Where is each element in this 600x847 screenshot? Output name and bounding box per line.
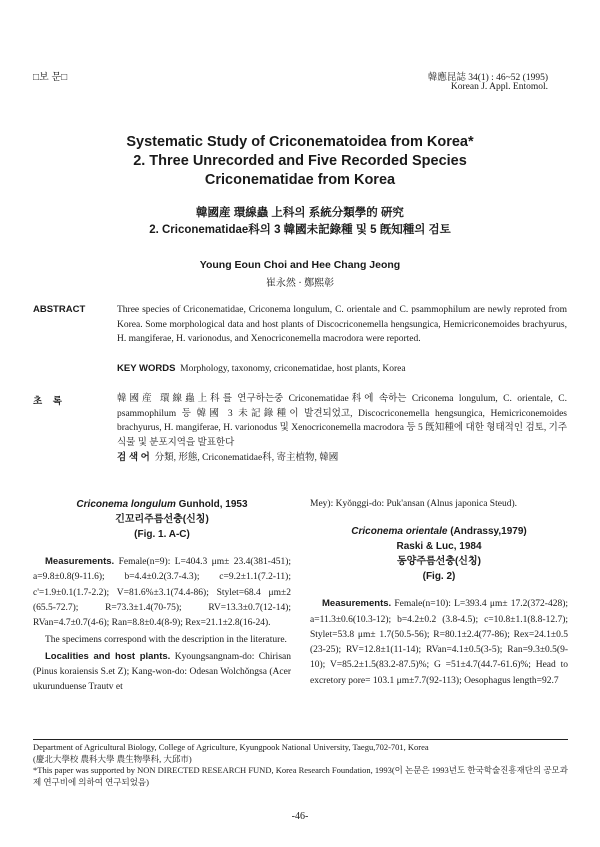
species-name: Criconema longulum xyxy=(76,499,176,510)
authors-kr: 崔永然 · 鄭熙彰 xyxy=(265,278,335,289)
title-kr-line-1: 韓國産 環線蟲 上科의 系統分類學的 硏究 xyxy=(196,207,404,219)
authors: Young Eoun Choi and Hee Chang Jeong xyxy=(199,259,401,271)
localities-text: Kyoungsangnam-do: Chirisan (Pinus koraiensis S.et Z); Kang-won-do: Odesan Wolchŏngsa (Acer ukurunduense Trautv et xyxy=(33,651,291,693)
localities-paragraph xyxy=(33,649,291,696)
species-author: (Andrassy,1979) xyxy=(450,526,527,538)
title-kr-line-2: 2. Criconematidae科의 3 韓國未記錄種 및 5 旣知種의 검토 xyxy=(149,224,451,236)
species-author: Gunhold, 1953 xyxy=(178,499,248,510)
keywords-kr-row xyxy=(117,451,567,466)
specimens-paragraph: The specimens correspond with the description in the literature. xyxy=(45,635,287,646)
abstract-text: Three species of Criconematidae, Criconema longulum, C. orientale and C. psammophilum are newly reproted from Korea. Some morphological data and host plants of Discocriconemella hengsungica, Hemicriconemoides brachyurus, H. mangiferae, H. varionodus, and Xenocriconemella macrodora were reported. xyxy=(117,305,567,345)
right-column xyxy=(310,497,568,689)
keywords-text: Morphology, taxonomy, criconematidae, host plants, Korea xyxy=(180,364,406,374)
keywords-label: KEY WORDS xyxy=(117,363,176,374)
title-line-2: 2. Three Unrecorded and Five Recorded Species xyxy=(133,153,467,169)
species-name-kr: 동양주름선충(신칭) xyxy=(397,556,481,568)
species-heading-orientale xyxy=(310,524,568,539)
localities-continuation: Mey): Kyŏnggi-do: Puk'ansan (Alnus japonica Steud). xyxy=(310,499,517,509)
paper-title-kr xyxy=(40,205,560,239)
abstract-kr-text: 韓國産 環線蟲上科를 연구하는중 Criconematidae科에 속하는 Criconema longulum, C. orientale, C. psammophilum 등 韓國 3 未記錄種이 발견되었고, Discocriconemella hengsungica, Hemicriconemoides brachyurus, H. mangiferae, H. varionodus 및 Xenocriconemella macrodora 등 5 旣知種에 대한 형태적인 검토, 기주식물 및 분포지역을 발표한다 xyxy=(117,394,567,448)
figure-reference: (Fig. 1. A-C) xyxy=(134,529,190,540)
measurements-label: Measurements. xyxy=(45,556,115,567)
footnote-divider xyxy=(33,739,568,740)
funding-note: *This paper was supported by NON DIRECTED RESEARCH FUND, Korea Research Foundation, 1993(이 논문은 1993년도 한국학술진흥재단의 공모과제 연구비에 의하여 연구되었음) xyxy=(33,765,568,787)
affiliation: Department of Agricultural Biology, College of Agriculture, Kyungpook National University, Taegu,702-701, Korea xyxy=(33,742,429,752)
abstract-kr-label: 초 록 xyxy=(33,396,62,407)
abstract-label: ABSTRACT xyxy=(33,304,86,315)
keywords-row xyxy=(117,362,567,377)
page-number: -46- xyxy=(291,811,309,822)
section-label: □보 문□ xyxy=(33,72,68,83)
title-line-3: Criconematidae from Korea xyxy=(204,172,396,188)
measurements-paragraph xyxy=(310,596,568,689)
measurements-text: Female(n=10): L=393.4 μm± 17.2(372-428); a=11.3±0.6(10.3-12); b=4.2±0.2 (3.8-4.5); c=10.8±1.1(8.8-12.7); Stylet=53.8 μm± 1.7(50.5-56); R=80.1±2.4(77-86); Rex=24.1±0.5 (23-25); RV=12.8±1(11-14); RVan=4.1±0.5(3-5); Ran=9.3±0.5(9-10); V=85.2±1.5(83.2-87.5)%; G =51±4.7(44.7-61.6)%; Head to excretory pore= 103.1 μm±7.7(92-113); Oesophagus length=92.7 xyxy=(310,599,568,686)
title-line-1: Systematic Study of Criconematoidea from Korea* xyxy=(126,134,474,150)
figure-reference: (Fig. 2) xyxy=(422,571,456,583)
species-heading-longulum xyxy=(33,497,291,512)
measurements-paragraph xyxy=(33,554,291,631)
species-author-2: Raski & Luc, 1984 xyxy=(396,541,482,553)
keywords-kr-text: 分類, 形態, Criconematidae科, 寄主植物, 韓國 xyxy=(154,453,339,463)
footnotes xyxy=(33,742,568,788)
species-name-kr: 긴꼬리주름선충(신칭) xyxy=(115,514,209,525)
journal-name-en: Korean J. Appl. Entomol. xyxy=(450,82,548,92)
journal-citation-kr: 韓應昆誌 34(1) : 46~52 (1995) xyxy=(427,73,548,83)
affiliation-kr: (慶北大學校 農科大學 農生物學科, 大邱市) xyxy=(33,753,192,764)
localities-label: Localities and host plants. xyxy=(45,650,171,662)
left-column xyxy=(33,497,291,696)
keywords-kr-label: 검 색 어 xyxy=(117,452,150,463)
measurements-label: Measurements. xyxy=(322,598,392,610)
paper-title xyxy=(40,133,560,190)
measurements-text: Female(n=9): L=404.3 μm± 23.4(381-451); a=9.8±0.8(9-11.6); b=4.4±0.2(3.7-4.3); c=9.2±1.1(7.2-11); c'=1.9±0.1(1.7-2.2); V=81.6%±3.1(74.4-86); Stylet=68.4 μm±2 (65.5-72.7); R=73.3±1.4(70-75); RV=13.3±0.7(12-14); RVan=4.7±0.7(4-6); Ran=8.8±0.4(8-9); Rex=21.1±2.8(16-24). xyxy=(33,557,291,629)
species-name: Criconema orientale xyxy=(351,526,448,538)
